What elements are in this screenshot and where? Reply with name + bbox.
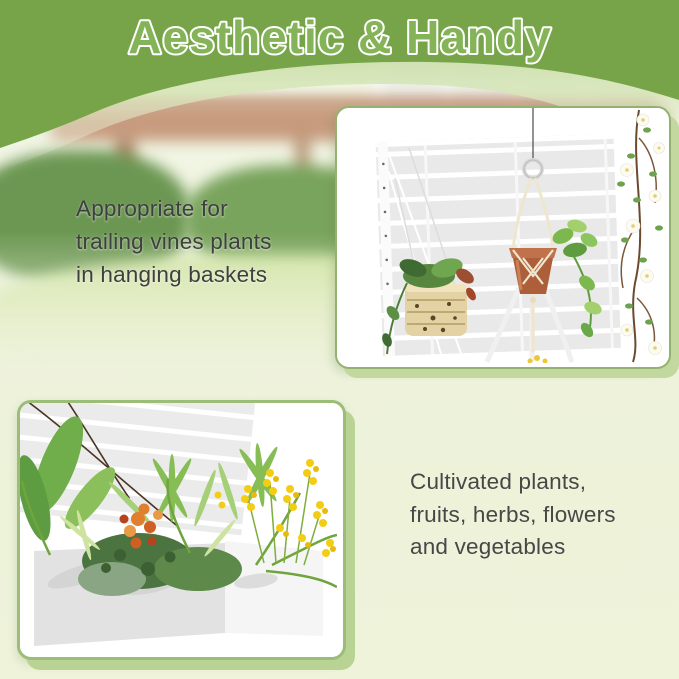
caption-line: Cultivated plants, [410,469,587,494]
banner-title-graphic [0,0,679,78]
caption-line: trailing vines plants [76,229,272,254]
planter-box-photo [17,400,346,660]
caption-line: and vegetables [410,534,566,559]
cultivated-plants-caption [410,466,616,564]
caption-line: Appropriate for [76,196,228,221]
caption-line: in hanging baskets [76,262,268,287]
trellis-photo-illustration [337,108,665,363]
hanging-baskets-caption [76,192,272,291]
planter-photo-illustration [20,403,337,651]
banner-title: Aesthetic & Handy [128,11,552,63]
trellis-hanging-baskets-photo [335,106,671,369]
caption-line: fruits, herbs, flowers [410,501,616,527]
